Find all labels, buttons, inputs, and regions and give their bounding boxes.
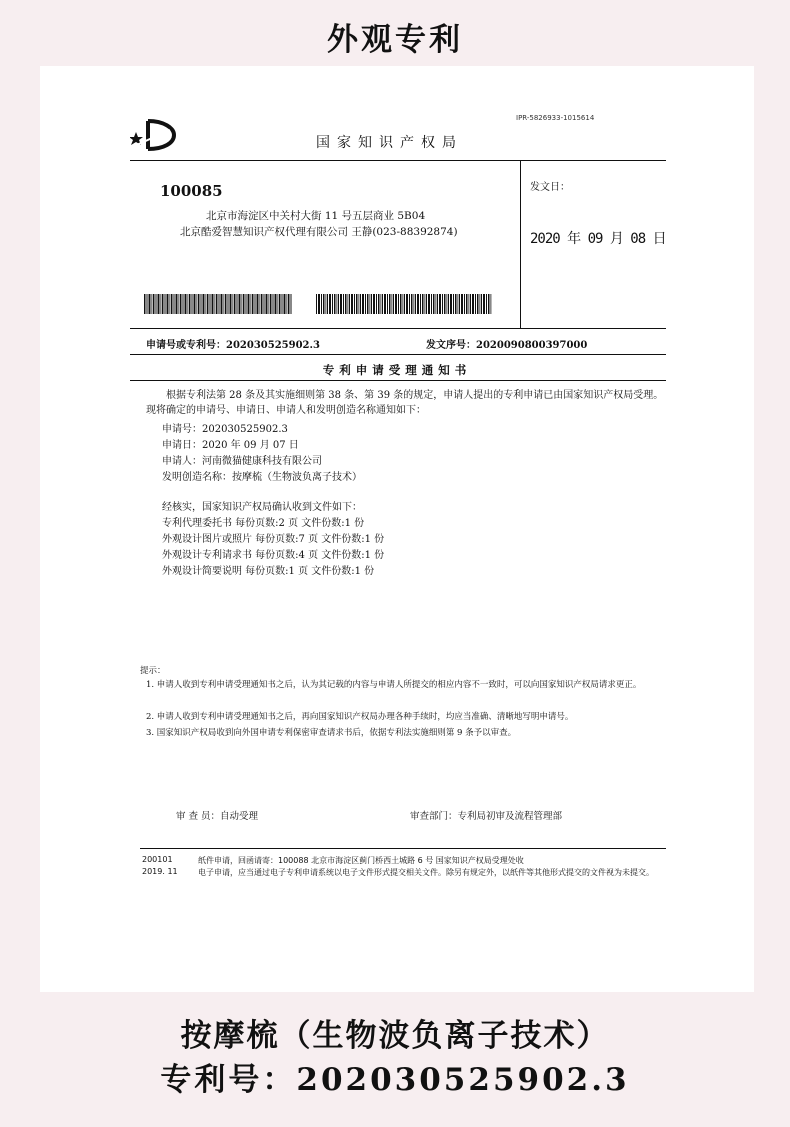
- file-item: 外观设计专利请求书 每份页数:4 页 文件份数:1 份: [162, 550, 385, 561]
- postcode: 100085: [160, 182, 223, 200]
- patent-number: 专利号：202030525902.3: [160, 1062, 630, 1098]
- application-no: 202030525902.3: [226, 340, 320, 351]
- address-line-2: 北京酷爱智慧知识产权代理有限公司 王静(023-88392874): [180, 226, 458, 238]
- product-name: 按摩梳（生物波负离子技术）: [180, 1018, 610, 1054]
- office-name: 国家知识产权局: [316, 135, 463, 151]
- application-no-row: [146, 336, 320, 351]
- divider-mid-3: [130, 380, 666, 381]
- serial-no: 2020090800397000: [476, 340, 588, 351]
- footer-code-1: 200101: [142, 855, 173, 864]
- notice-title: 专利申请受理通知书: [322, 363, 472, 377]
- page-title: 外观专利: [327, 22, 463, 58]
- barcode-left: [144, 294, 292, 314]
- field-application-no: 申请号：202030525902.3: [162, 424, 288, 435]
- divider-mid-1: [130, 328, 666, 329]
- intro-text: 根据专利法第 28 条及其实施细则第 38 条、第 39 条的规定，申请人提出的专利申请已由国家知识产权局受理。现将确定的申请号、申请日、申请人和发明创造名称通知如下：: [146, 390, 664, 416]
- divider-mid-2: [130, 354, 666, 355]
- field-application-date: 申请日：2020 年 09 月 07 日: [162, 440, 299, 451]
- serial-label: 发文序号：: [426, 340, 476, 351]
- divider-footer: [140, 848, 666, 849]
- file-item: 外观设计图片或照片 每份页数:7 页 文件份数:1 份: [162, 534, 385, 545]
- footer-line-1: 纸件申请，回函请寄：100088 北京市海淀区蓟门桥西土城路 6 号 国家知识产权局受理处收: [198, 856, 524, 865]
- divider-vertical: [520, 160, 521, 328]
- tip-item: 2. 申请人收到专利申请受理通知书之后，再向国家知识产权局办理各种手续时，均应当准确、清晰地写明申请号。: [146, 712, 574, 722]
- send-date-label: 发文日：: [530, 182, 570, 193]
- verified-intro: 经核实，国家知识产权局确认收到文件如下：: [162, 502, 362, 513]
- send-date: 2020 年 09 月 08 日: [530, 231, 666, 247]
- barcode-right: [316, 294, 492, 314]
- divider-top: [130, 160, 666, 161]
- tip-item: 3. 国家知识产权局收到向外国申请专利保密审查请求书后，依据专利法实施细则第 9 条予以审查。: [146, 728, 517, 738]
- ipr-code: IPR-5826933-1015614: [516, 114, 595, 122]
- cnipa-logo-icon: [130, 118, 178, 152]
- file-item: 专利代理委托书 每份页数:2 页 文件份数:1 份: [162, 518, 365, 529]
- examiner: 审 查 员：自动受理: [176, 811, 259, 822]
- department: 审查部门：专利局初审及流程管理部: [410, 811, 563, 822]
- patent-certificate: [40, 66, 754, 992]
- address-line-1: 北京市海淀区中关村大街 11 号五层商业 5B04: [206, 210, 426, 222]
- field-invention-name: 发明创造名称：按摩梳（生物波负离子技术）: [162, 472, 362, 483]
- footer-code-2: 2019. 11: [142, 867, 178, 876]
- footer-line-2: 电子申请，应当通过电子专利申请系统以电子文件形式提交相关文件。除另有规定外，以纸件等其他形式提交的文件视为未提交。: [198, 868, 654, 877]
- tips-label: 提示：: [140, 666, 166, 676]
- tip-item: 1. 申请人收到专利申请受理通知书之后，认为其记载的内容与申请人所提交的相应内容不一致时，可以向国家知识产权局请求更正。: [146, 680, 642, 690]
- serial-row: [426, 336, 587, 351]
- application-no-label: 申请号或专利号：: [146, 340, 226, 351]
- file-item: 外观设计简要说明 每份页数:1 页 文件份数:1 份: [162, 566, 375, 577]
- field-applicant: 申请人：河南微猫健康科技有限公司: [162, 456, 322, 467]
